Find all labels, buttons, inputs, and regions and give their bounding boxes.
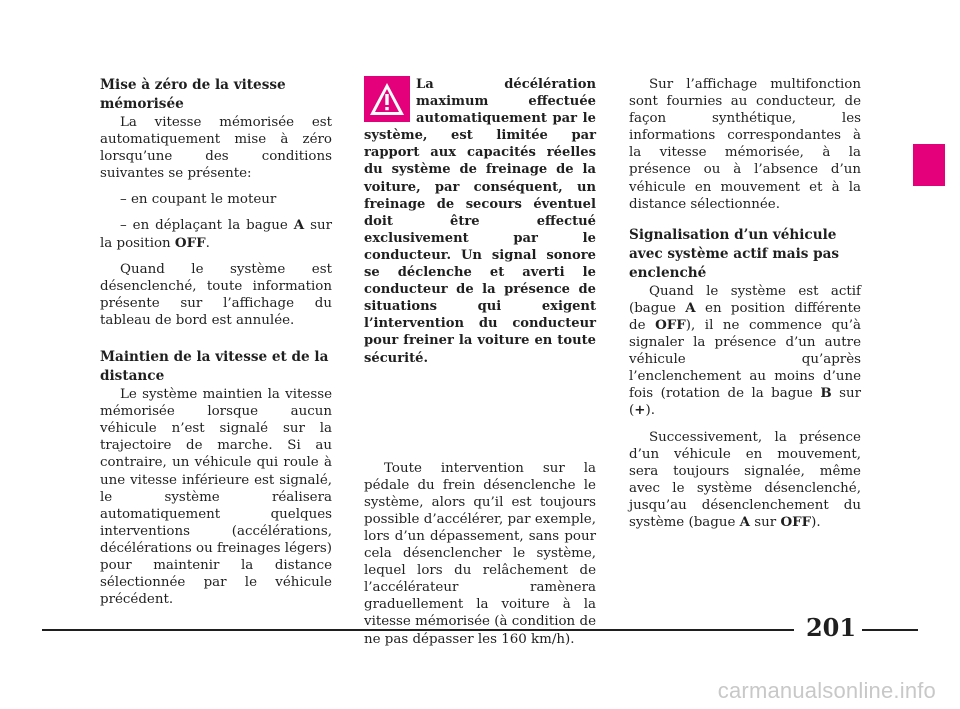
text-span: Quand le système est actif (bague [629, 283, 861, 316]
keyword-off: OFF [655, 316, 686, 333]
section-tab-marker [913, 144, 945, 186]
warning-block [364, 76, 596, 367]
paragraph-display: Sur l’affichage multifonction sont fournies au conducteur, de façon synthétique, les informations correspondantes à la vitesse mémorisée, à la présence ou à l’absence d’un véhicule en mouvement et à la distance sélectionnée. [629, 77, 861, 212]
column-middle [364, 76, 596, 657]
keyword-ring-b: B [820, 385, 832, 402]
paragraph-system-active [629, 283, 861, 420]
text-span: ). [811, 514, 821, 530]
text-span: sur ( [629, 386, 861, 419]
keyword-off: OFF [780, 513, 812, 530]
paragraph-maintain: Le système maintien la vitesse mémorisée lorsque aucun véhicule n’est signalé sur la trajectoire de marche. Si au contraire, un véhicule qui roule à une vitesse inférieure est signalé, le système réalisera automatiquement quelques interventions (accélérations, décélérations ou freinages légers) pour maintenir la distance sélectionnée par le véhicule précédent. [100, 387, 332, 608]
text-span: Successivement, la présence d’un véhicule en mouvement, sera toujours signalée, même avec le système désenclenché, jusqu’au désenclenchement du système (bague [629, 429, 861, 530]
warning-triangle-icon [364, 76, 410, 122]
heading-reset-speed: Mise à zéro de la vitesse mémorisée [100, 77, 286, 112]
text-span: – en déplaçant la bague [120, 218, 294, 234]
paragraph-successively [629, 429, 861, 532]
paragraph-brake-pedal: Toute intervention sur la pédale du frein désenclenche le système, alors qu’il est toujours possible d’accélérer, par exemple, lors d’un dépassement, sans pour cela désenclencher le système, lequel lors du relâchement de l’accélérateur ramènera graduellement la voiture à la vitesse mémorisée (à condition de ne pas dépasser les 160 km/h). [364, 460, 596, 647]
column-right [629, 76, 861, 540]
keyword-ring-a: A [739, 513, 751, 530]
footer-rule-right [862, 629, 918, 631]
text-span: sur [750, 514, 781, 530]
text-span: en position différente de [629, 300, 861, 333]
text-span: ), il ne commence qu’à signaler la présence d’un autre véhicule qu’après l’enclenchement au moins d’une fois (rotation de la bague [629, 317, 861, 402]
paragraph-reset-intro: La vitesse mémorisée est automatiquement mise à zéro lorsqu’une des conditions suivantes se présente: [100, 115, 332, 182]
column-left [100, 76, 332, 617]
footer-rule-left [42, 629, 794, 631]
heading-speed-distance: Maintien de la vitesse et de la distance [100, 349, 329, 385]
heading-vehicle-signal: Signalisation d’un véhicule avec système actif mais pas enclenché [629, 226, 840, 281]
keyword-ring-a: A [293, 217, 305, 234]
list-item-engine-off: – en coupant le moteur [120, 192, 277, 208]
warning-text: La décélération maximum effectuée automatiquement par le système, est limitée par rapport aux capacités réelles du système de freinage de la voiture, par conséquent, un freinage de secours éventuel doit être effectué exclusivement par le conducteur. Un signal sonore se déclenche et averti le conducteur de la présence de situations qui exigent l’intervention du conducteur pour freiner la voiture en toute sécurité. [364, 77, 596, 366]
list-item-ring-off [100, 217, 332, 251]
paragraph-disengaged: Quand le système est désenclenché, toute information présente sur l’affichage du tableau de bord est annulée. [100, 261, 332, 328]
text-span: . [205, 235, 210, 251]
text-span: sur la position [100, 218, 333, 251]
keyword-ring-a: A [685, 299, 696, 316]
text-span: ). [645, 403, 655, 419]
keyword-plus: + [634, 402, 646, 419]
keyword-off: OFF [174, 234, 206, 251]
watermark: carmanualsonline.info [717, 678, 936, 703]
page-number: 201 [805, 613, 857, 642]
